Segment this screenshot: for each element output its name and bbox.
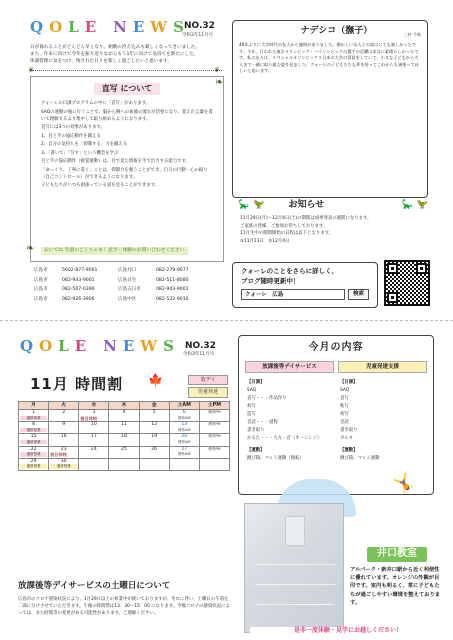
calendar-cell (79, 458, 109, 470)
calendar-cell: 30 通常授業 (49, 458, 79, 470)
contact-name: 広島市 (34, 268, 48, 273)
contact-phone: 082-926-3906 (62, 297, 95, 303)
contact-phone: 5602-877-9001 (62, 268, 98, 273)
legend (188, 375, 228, 398)
notice-line: 11月29日(月)～12月4日(土)の期間は成果発表の週間になります。 (240, 216, 372, 222)
calendar-header: 金 (139, 402, 169, 410)
calendar-cell (199, 458, 229, 470)
calendar-cell: 11 (109, 422, 139, 434)
calendar-cell: 3 祝日休校 (79, 410, 109, 422)
list-item: 書き取り (340, 428, 358, 434)
naosu-paragraph: 直写には3つの効果があります。 (41, 125, 105, 131)
calendar-cell: 9 (49, 422, 79, 434)
naosu-point: 1、目と手の協応動作を鍛える (41, 133, 101, 139)
contact-phone: 082-507-0390 (62, 287, 95, 293)
leaf-icon: ❧ (215, 77, 224, 88)
list-item: 音読 (340, 420, 349, 426)
newsletter-logo (20, 339, 175, 354)
issue-date: 令和3年11月号 (182, 33, 214, 38)
vine-divider (32, 70, 222, 71)
calendar-cell: 4 (109, 410, 139, 422)
calendar-cell: 療育PM (199, 434, 229, 446)
logo-letter: E (74, 337, 88, 355)
notice-line: 11月生中の期間開始の日程は以下となります。 (240, 231, 334, 237)
contact-name: 広島市 (34, 287, 48, 293)
naosu-paragraph: SAQの運動の後に行うことで、脳から腕への血液の流れが活発になり、覚えた言葉を書いて理解するより集中して取り組めるようになります。 (41, 109, 213, 122)
nadeshiko-section (232, 20, 428, 198)
list-item: 跳び箱、マット運動（後転） (247, 455, 304, 461)
contents-col-head: 放課後等デイサービス (245, 361, 334, 373)
naosu-highlight: おいでね 児童のごくちゃま！見学・体験のお問い合わせください (41, 247, 188, 255)
calendar-cell: 23 祝日休校 (49, 446, 79, 458)
logo-letter: L (68, 18, 80, 36)
calendar-cell: 10 (79, 422, 109, 434)
logo-letter: Q (30, 18, 45, 36)
calendar-cell: 療育PM (199, 410, 229, 422)
notice-title: お知らせ (288, 200, 325, 210)
list-item: 【運動】 (247, 447, 265, 453)
calendar-cell: 17 (79, 434, 109, 446)
list-item: 跳び箱、マット運動 (340, 455, 380, 461)
contents-col-head: 児童発達支援 (338, 361, 427, 373)
contact-name: 広島井口 (118, 268, 137, 273)
child-icon: 🤸 (392, 473, 415, 494)
contents-section (238, 335, 434, 495)
calendar-row (19, 434, 230, 446)
calendar-cell (139, 458, 169, 470)
blog-text-line: クォーレのことをさらに詳しく、 (241, 267, 339, 275)
naosu-title: 直写 について (94, 83, 161, 95)
list-item: 【日課】 (247, 379, 265, 385)
classroom-photo (244, 503, 344, 633)
list-item: 書き取り (247, 428, 265, 434)
calendar-header: 月 (19, 402, 49, 410)
leaf-icon: ❦ (28, 66, 34, 74)
calendar-row (19, 446, 230, 458)
intro-text (30, 44, 230, 65)
contact-list (34, 268, 258, 303)
calendar-cell: 2 (49, 410, 79, 422)
logo-letter: Q (20, 337, 35, 355)
notice-line: ⑤11月13日 ⑤12月4日 (240, 238, 290, 244)
calendar-cell: 20 療育AM (169, 434, 199, 446)
notice-line: ご家族の皆様、ご参加お待ちしております。 (240, 223, 328, 229)
maple-leaf-icon: 🍁 (148, 373, 163, 387)
calendar-row (19, 410, 230, 422)
naosu-paragraph: クォーレの日課プログラムの中に「直写」があります。 (41, 101, 151, 106)
newsletter-page-2 (0, 320, 453, 640)
contact-name: 広島市 (34, 297, 48, 303)
calendar-cell: 27 療育AM (169, 446, 199, 458)
center-title: 井口教室 (367, 547, 427, 562)
logo-letter: O (49, 18, 64, 36)
intro-line: 日が暮れることがどんどん早くなり、朝晩の冷え込みも厳しくなってきいました。 (30, 45, 200, 50)
naosu-paragraph: 子どもたちがいつも頑張っている姿を見ることができます。 (41, 183, 160, 189)
dinosaur-icon: 🦖 (253, 200, 265, 211)
calendar-cell: 5 (139, 410, 169, 422)
blog-text-line: ブログ随時更新中！ (241, 276, 300, 285)
list-item: かるた・・・九九一首（オーレンジ） (247, 436, 322, 442)
logo-letter: N (103, 337, 118, 355)
calendar-title: 11月 時間割 (30, 375, 124, 393)
naosu-point: 3、「書いて」「写す」という機会を学ぶ (41, 150, 119, 156)
saturday-body: 広島市のコロナ感染状況により、1月29日以上の休業中が続いておりますが、それに伴い、土曜日の午前を二部に分けさせていただきます。午後の時間帯は13：30～15：00 になります。今後コロナの感染状況によっては、また時間等の変更がある可能性があります。ご理解ください。 (18, 596, 230, 616)
calendar-row (19, 422, 230, 434)
contents-title: 今月の内容 (308, 342, 364, 353)
naosu-section (30, 76, 224, 262)
center-info (350, 547, 444, 608)
intro-line: 体調管理に気をつけ、残された日々を楽しく過ごしたいと思います。 (30, 59, 172, 65)
calendar-cell: 24 (79, 446, 109, 458)
list-item: 【運動】 (340, 447, 358, 453)
calendar-row (19, 458, 230, 470)
nadeshiko-title: ナデシコ（撫子） (300, 26, 373, 36)
logo-letter: E (132, 18, 146, 36)
calendar-cell: 16 (49, 434, 79, 446)
leaf-icon: ❧ (26, 243, 35, 254)
list-item: 初写 (247, 403, 256, 409)
contents-list (338, 373, 427, 463)
visit-banner: 是非一度体験・見学にお越しください！ (250, 627, 446, 635)
list-item: 直写 (340, 395, 349, 401)
intro-line: また、年末に向けて今年を振り返りながらもう1年に向けて気持ちを新たにした。 (30, 52, 199, 58)
calendar-cell: 15 通常授業 (19, 434, 49, 446)
calendar-cell: 1 通常授業 (19, 410, 49, 422)
calendar-header: 火 (49, 402, 79, 410)
dinosaur-icon: 🦕 (401, 200, 413, 211)
contact-phone: 082-511-8080 (156, 277, 189, 283)
naosu-paragraph: 「ゆっくり、丁寧に書く」ことは、抑制力を養うことができ、自分の行動・心の振り（自己コントロール）ができるようになります。 (41, 167, 208, 180)
saturday-section (18, 581, 232, 617)
list-item: 音読・・・道程 (247, 420, 278, 426)
contact-name: 広島日生 (118, 277, 137, 283)
calendar-cell: 22 通常授業 (19, 446, 49, 458)
logo-letter: E (122, 337, 136, 355)
logo-letter: W (150, 18, 169, 36)
calendar-cell: 25 (109, 446, 139, 458)
notice-body (240, 215, 420, 245)
dinosaur-icon: 🦕 (238, 200, 250, 211)
contact-phone: 082-279-9077 (156, 268, 189, 273)
logo-letter: N (113, 18, 128, 36)
logo-letter: W (140, 337, 159, 355)
calendar-cell: 19 (139, 434, 169, 446)
naosu-body (41, 100, 213, 190)
newsletter-logo (30, 20, 185, 35)
contact-phone: 082-532-9010 (156, 297, 189, 303)
calendar-header: 土AM (169, 402, 199, 410)
list-item: 初写 (340, 412, 349, 418)
calendar-table-wrap (18, 401, 230, 471)
contact-phone: 082-943-9001 (156, 287, 189, 293)
calendar-cell: 療育PM (199, 422, 229, 434)
list-item: SAQ (340, 387, 350, 393)
calendar-table (18, 401, 230, 471)
qr-code-icon (384, 260, 430, 306)
logo-letter: S (163, 337, 175, 355)
list-item: 直写・・・作品作り (247, 395, 287, 401)
list-item: カルタ (340, 436, 353, 442)
list-item: 【日課】 (340, 379, 358, 385)
contact-name: 広島市 (34, 277, 48, 283)
naosu-paragraph: 目と手の協応動作（視覚運動）は、目で見た情報を手で出力する能力です。 (41, 159, 190, 165)
logo-letter: E (84, 18, 98, 36)
calendar-cell: 6 療育AM (169, 410, 199, 422)
saturday-title: 放課後等デイサービスの土曜日について (18, 581, 171, 591)
contact-name: 広島中区 (118, 297, 137, 303)
calendar-header: 土PM (199, 402, 229, 410)
center-body: アルパーク・新井口駅から近く利便性に優れています。オレンジの外観が目印です。室内も明るく、常に子どもたちが過ごしやすい環境を整えております。 (350, 566, 441, 607)
dinosaur-icon: 🦖 (416, 200, 428, 211)
issue-number: NO.32 (184, 21, 215, 31)
calendar-cell (109, 458, 139, 470)
contact-name: 広島五日市 (118, 287, 141, 293)
calendar-cell (169, 458, 199, 470)
legend-tag: 児童発達 (188, 387, 228, 397)
calendar-cell: 18 (109, 434, 139, 446)
contact-phone: 082-943-9001 (62, 277, 95, 283)
blog-search-button[interactable]: 検索 (348, 289, 369, 300)
blog-card (232, 262, 378, 308)
contents-list (245, 373, 334, 463)
logo-letter: S (173, 18, 185, 36)
calendar-header: 木 (109, 402, 139, 410)
logo-letter: O (39, 337, 54, 355)
blog-search-input[interactable]: クォーレ 広島 (241, 289, 345, 300)
issue-number: NO.32 (185, 341, 216, 351)
list-item: 粘写 (340, 403, 349, 409)
calendar-cell: 12 (139, 422, 169, 434)
naosu-point: 2、自分の気持ちを「抑制する」力を鍛える (41, 142, 128, 148)
nadeshiko-author: 三村 千秋 (403, 32, 421, 38)
calendar-header: 水 (79, 402, 109, 410)
calendar-cell: 8 通常授業 (19, 422, 49, 434)
calendar-cell: 療育PM (199, 446, 229, 458)
leaf-icon: ❦ (214, 66, 220, 74)
calendar-cell: 29 通常授業 (19, 458, 49, 470)
legend-tag: 放デイ (188, 375, 228, 385)
logo-letter: L (58, 337, 70, 355)
calendar-cell: 13 療育AM (169, 422, 199, 434)
nadeshiko-body: 40年ぶりに大学時代の友人から連絡がありました。懐かしい友人との話はとても楽しかったです。今年、行われた東京オリンピック・パラリンピックの選手の活躍は本当に素晴らしかったです。私の友人は、スペシャルオリンピックス日本の大会の役員をしていて、小さな子どもから大人まで一緒に取り組む姿を見ました。クォーレの子どもたちも夢を持ってこれからも頑張ってほしいと思います。 (239, 42, 419, 74)
blog-text (233, 263, 377, 287)
list-item: SAQ (247, 387, 257, 393)
issue-date: 令和3年11月号 (183, 352, 215, 357)
list-item: 造写 (247, 412, 256, 418)
calendar-cell: 26 (139, 446, 169, 458)
